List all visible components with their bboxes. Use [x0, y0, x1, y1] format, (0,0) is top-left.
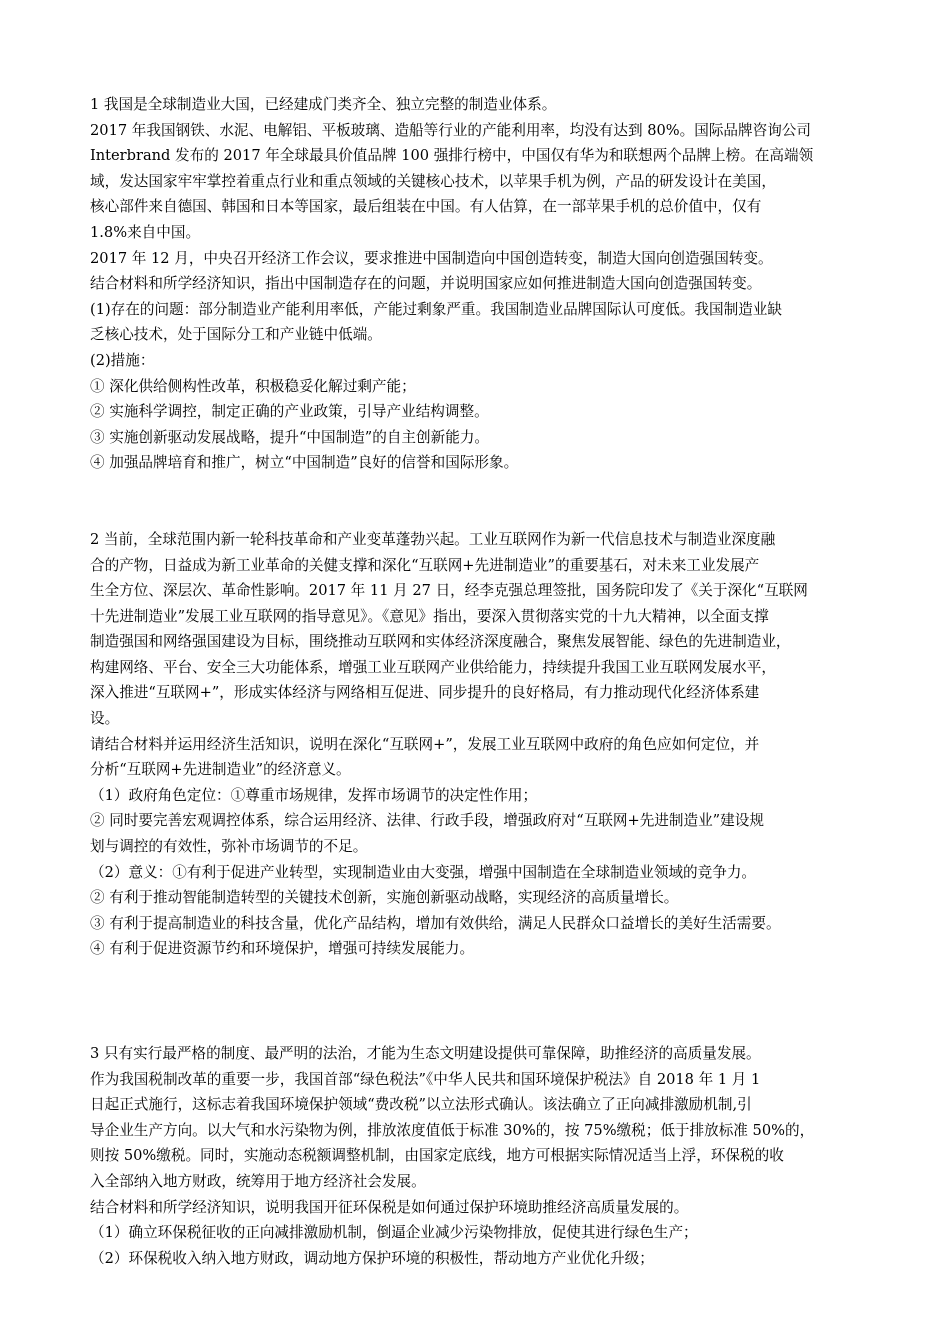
text-line: （1）政府角色定位：①尊重市场规律，发挥市场调节的决定性作用；	[90, 786, 538, 804]
text-line: 作为我国税制改革的重要一步，我国首部“绿色税法”《中华人民共和国环境保护税法》自 2018 年 1 月 1	[90, 1070, 761, 1088]
text-line: 深入推进“互联网+”，形成实体经济与网络相互促进、同步提升的良好格局，有力推动现代化经济体系建	[90, 684, 760, 702]
section-gap	[90, 476, 870, 527]
text-line: 乏核心技术，处于国际分工和产业链中低端。	[90, 326, 382, 344]
text-line: 3 只有实行最严格的制度、最严明的法治，才能为生态文明建设提供可靠保障，助推经济的高质量发展。	[90, 1045, 761, 1062]
text-line: 分析“互联网+先进制造业”的经济意义。	[90, 761, 351, 779]
text-line: 入全部纳入地方财政，统筹用于地方经济社会发展。	[90, 1172, 426, 1190]
text-line: （1）确立环保税征收的正向减排激励机制，倒逼企业减少污染物排放，促使其进行绿色生产；	[90, 1224, 698, 1242]
text-line: (1)存在的问题：部分制造业产能利用率低，产能过剩象严重。我国制造业品牌国际认可度低。我国制造业缺	[90, 300, 782, 318]
text-line: 2017 年 12 月，中央召开经济工作会议，要求推进中国制造向中国创造转变，制造大国向创造强国转变。	[90, 249, 773, 267]
text-line: 核心部件来自德国、韩国和日本等国家，最后组装在中国。有人估算，在一部苹果手机的总价值中，仅有	[90, 198, 762, 216]
text-line: 1 我国是全球制造业大国，已经建成门类齐全、独立完整的制造业体系。	[90, 96, 557, 113]
text-line: 生全方位、深层次、革命性影响。2017 年 11 月 27 日，经李克强总理签批，国务院印发了《关于深化“互联网	[90, 582, 808, 600]
text-line: ② 有利于推动智能制造转型的关键技术创新，实施创新驱动战略，实现经济的高质量增长。	[90, 889, 679, 907]
text-line: ① 深化供给侧构性改革，积极稳妥化解过剩产能；	[90, 377, 416, 395]
text-line: 日起正式施行，这标志着我国环境保护领域“费改税”以立法形式确认。该法确立了正向减排激励机制,引	[90, 1096, 752, 1114]
text-line: ④ 加强品牌培育和推广，树立“中国制造”良好的信誉和国际形象。	[90, 454, 519, 472]
text-line: 请结合材料并运用经济生活知识，说明在深化“互联网+”，发展工业互联网中政府的角色应如何定位，并	[90, 735, 760, 753]
text-line: ③ 实施创新驱动发展战略，提升“中国制造”的自主创新能力。	[90, 428, 490, 446]
text-line: 设。	[90, 710, 120, 728]
question-3	[90, 1041, 870, 1271]
text-line: 制造强国和网络强国建设为目标，围绕推动互联网和实体经济深度融合，聚焦发展智能、绿色的先进制造业，	[90, 633, 791, 651]
text-line: 则按 50%缴税。同时，实施动态税额调整机制，由国家定底线，地方可根据实际情况适当上浮，环保税的收	[90, 1147, 784, 1165]
text-line: 2 当前，全球范围内新一轮科技革命和产业变革蓬勃兴起。工业互联网作为新一代信息技术与制造业深度融	[90, 530, 776, 548]
text-line: 结合材料和所学经济知识，说明我国开征环保税是如何通过保护环境助推经济高质量发展的。	[90, 1198, 689, 1216]
text-line: 结合材料和所学经济知识，指出中国制造存在的问题，并说明国家应如何推进制造大国向创造强国转变。	[90, 275, 762, 293]
text-line: 构建网络、平台、安全三大功能体系，增强工业互联网产业供给能力，持续提升我国工业互联网发展水平，	[90, 658, 776, 676]
question-2	[90, 527, 870, 962]
text-line: ② 实施科学调控，制定正确的产业政策，引导产业结构调整。	[90, 403, 489, 421]
text-line: 合的产物，日益成为新工业革命的关健支撑和深化“互联网+先进制造业”的重要基石，对未来工业发展产	[90, 556, 760, 574]
question-1	[90, 92, 870, 476]
text-line: （2）环保税收入纳入地方财政，调动地方保护环境的积极性，帮动地方产业优化升级；	[90, 1249, 654, 1267]
text-line: 划与调控的有效性，弥补市场调节的不足。	[90, 838, 368, 856]
section-gap	[90, 962, 870, 1041]
text-line: ③ 有利于提高制造业的科技含量，优化产品结构，增加有效供给，满足人民群众口益增长的美好生活需要。	[90, 914, 781, 932]
document-page	[90, 92, 870, 1271]
text-line: 2017 年我国钢铁、水泥、电解铝、平板玻璃、造船等行业的产能利用率，均没有达到 80%。国际品牌咨询公司	[90, 121, 811, 139]
text-line: 域，发达国家牢牢掌控着重点行业和重点领域的关键核心技术，以苹果手机为例，产品的研发设计在美国，	[90, 172, 776, 190]
text-line: Interbrand 发布的 2017 年全球最具价值品牌 100 强排行榜中，中国仅有华为和联想两个品牌上榜。在高端领	[90, 147, 814, 165]
text-line: 十先进制造业”发展工业互联网的指导意见》。《意见》指出，要深入贯彻落实党的十九大精神，以全面支撑	[90, 607, 769, 625]
text-line: 导企业生产方向。以大气和水污染物为例，排放浓度值低于标准 30%的，按 75%缴税；低于排放标准 50%的，	[90, 1121, 815, 1139]
text-line: (2)措施：	[90, 351, 155, 369]
text-line: ② 同时要完善宏观调控体系，综合运用经济、法律、行政手段，增强政府对“互联网+先进制造业”建设规	[90, 812, 764, 830]
text-line: ④ 有利于促进资源节约和环境保护，增强可持续发展能力。	[90, 940, 475, 958]
text-line: 1.8%来自中国。	[90, 223, 201, 241]
text-line: （2）意义：①有利于促进产业转型，实现制造业由大变强，增强中国制造在全球制造业领域的竞争力。	[90, 863, 757, 881]
